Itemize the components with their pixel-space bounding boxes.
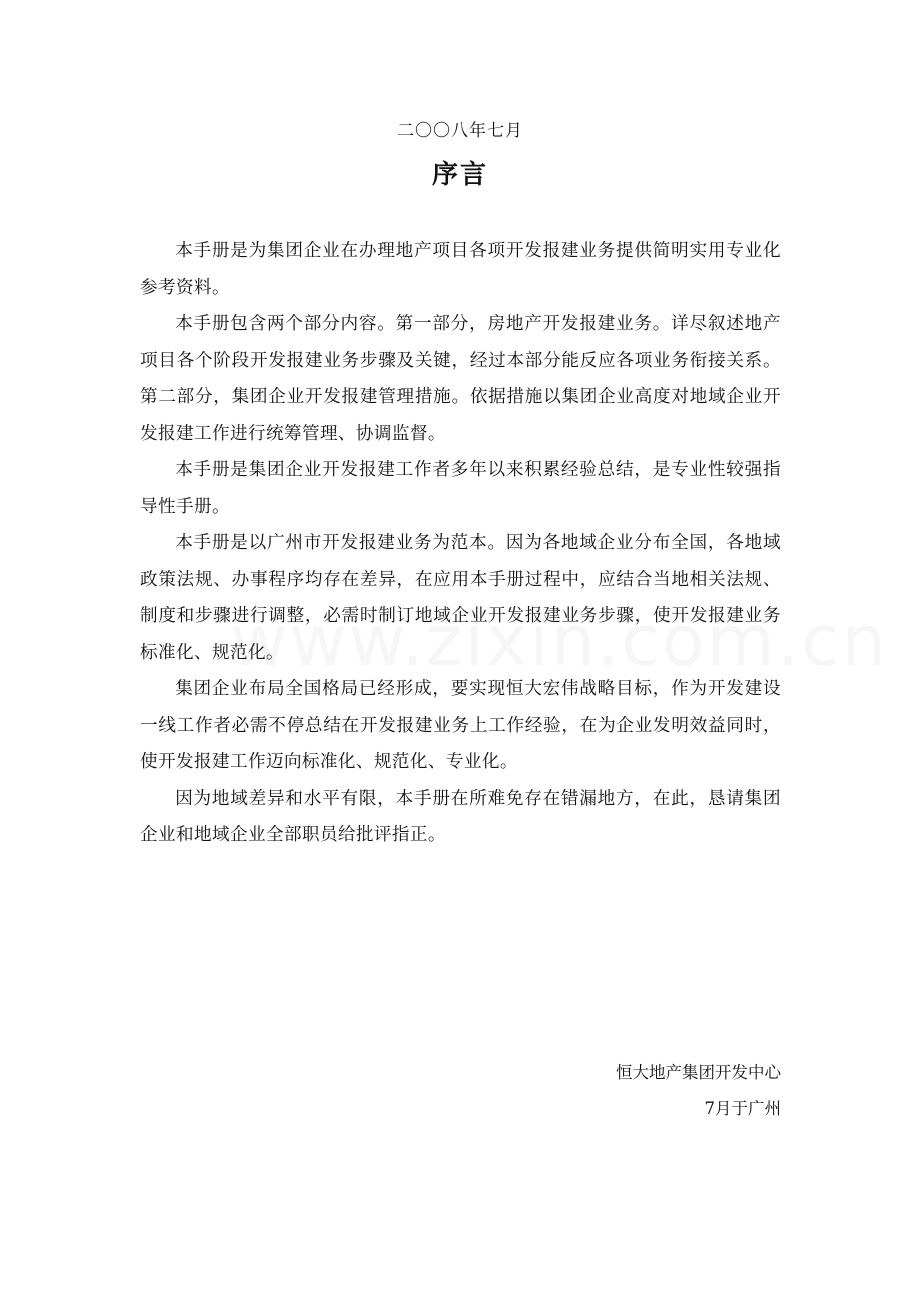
signature-organization: 恒大地产集团开发中心: [616, 1063, 781, 1082]
paragraph-3: 本手册是集团企业开发报建工作者多年以来积累经验总结，是专业性较强指导性手册。: [140, 460, 781, 517]
signature-date-place: 7月于广州: [704, 1099, 781, 1118]
paragraph-4: 本手册是以广州市开发报建业务为范本。因为各地域企业分布全国，各地域政策法规、办事程序均存在差异，在应用本手册过程中，应结合当地相关法规、制度和步骤进行调整，必需时制订地域企业开发报建业务步骤，使开发报建业务标准化、规范化。: [140, 533, 781, 663]
paragraph-5: 集团企业布局全国格局已经形成，要实现恒大宏伟战略目标，作为开发建设一线工作者必需不停总结在开发报建业务上工作经验，在为企业发明效益同时，使开发报建工作迈向标准化、规范化、专业化。: [140, 679, 781, 772]
page-title: 序言: [431, 160, 488, 190]
document-date: 二〇〇八年七月: [397, 121, 523, 141]
paragraph-1: 本手册是为集团企业在办理地产项目各项开发报建业务提供简明实用专业化参考资料。: [140, 241, 781, 298]
preface-body: [140, 233, 781, 854]
paragraph-6: 因为地域差异和水平有限，本手册在所难免存在错漏地方，在此，恳请集团企业和地域企业全部职员给批评指正。: [140, 788, 781, 845]
paragraph-2: 本手册包含两个部分内容。第一部分，房地产开发报建业务。详尽叙述地产项目各个阶段开发报建业务步骤及关键，经过本部分能反应各项业务衔接关系。第二部分，集团企业开发报建管理措施。依据措施以集团企业高度对地域企业开发报建工作进行统筹管理、协调监督。: [140, 314, 781, 444]
signature-block: [500, 1055, 781, 1127]
